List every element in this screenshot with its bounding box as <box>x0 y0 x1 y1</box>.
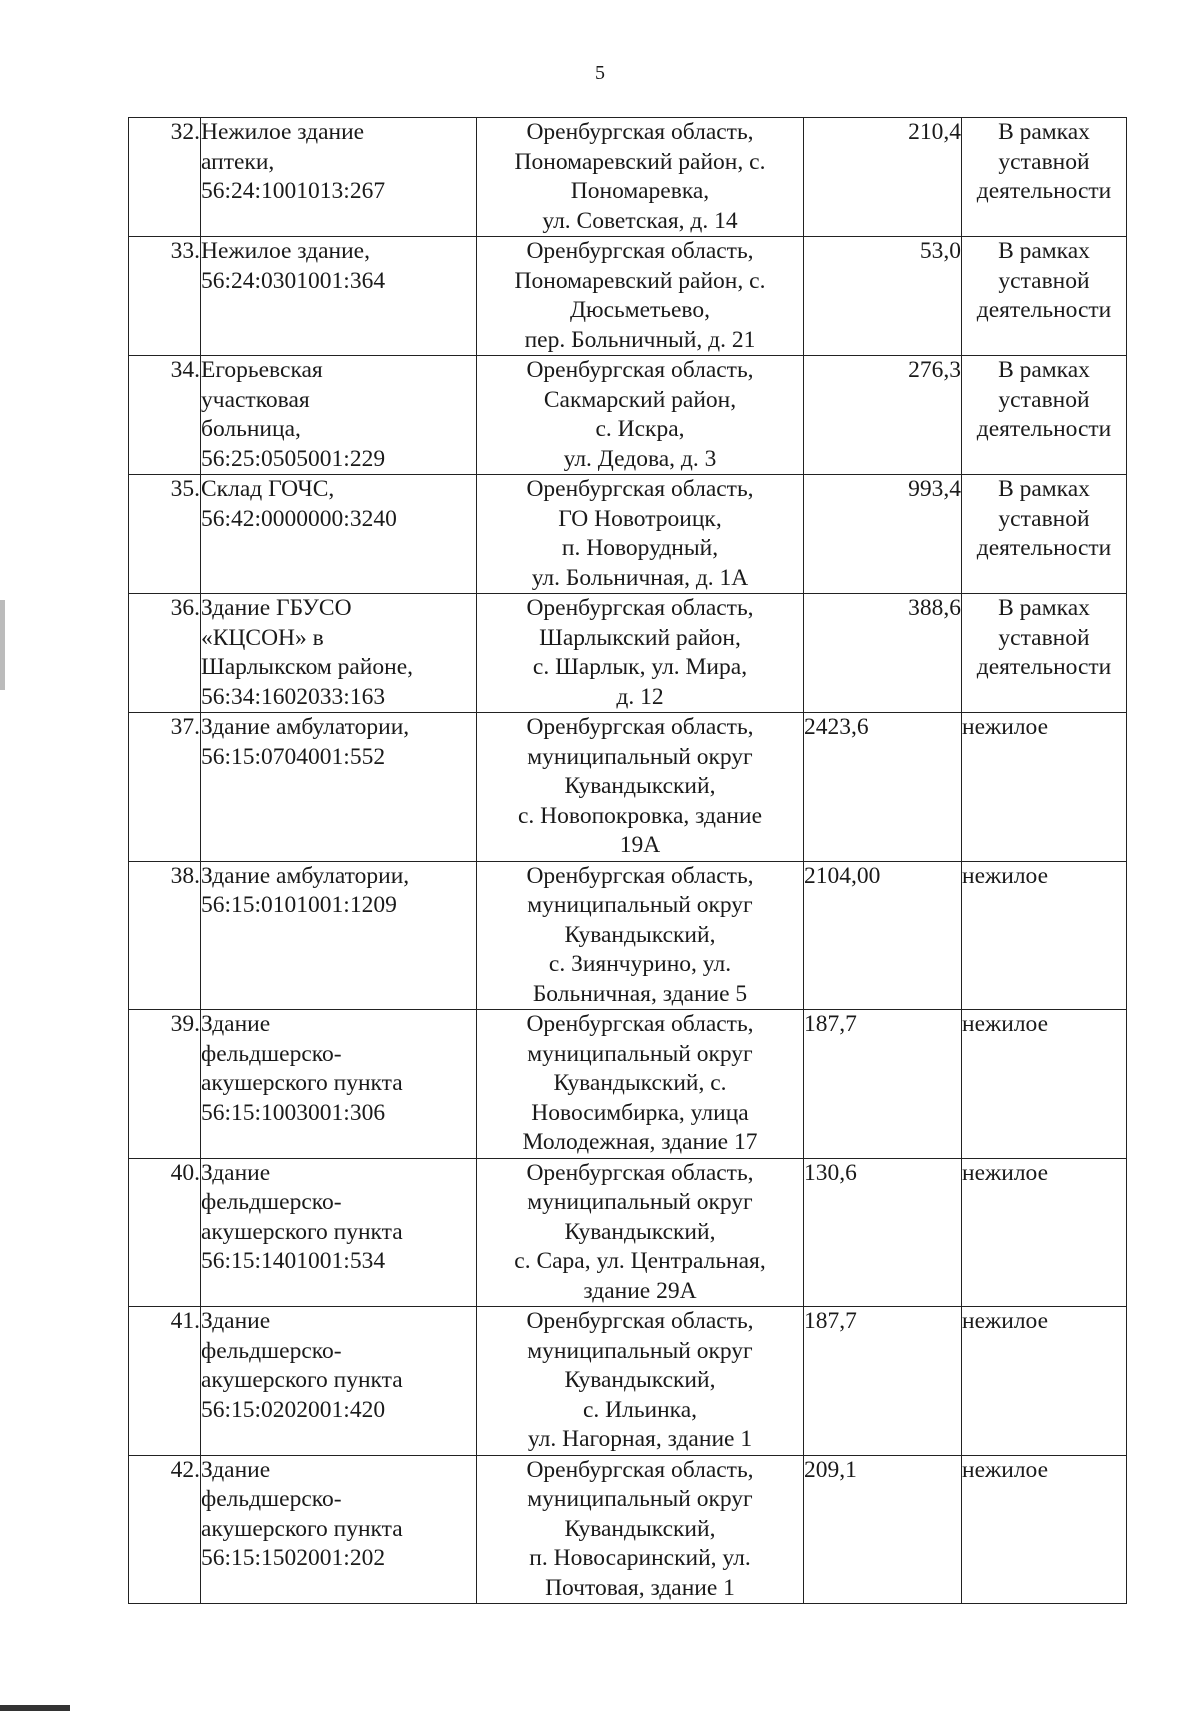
object-name <box>201 1010 477 1159</box>
object-address-line: муниципальный округ <box>527 1189 753 1215</box>
object-address-line: Шарлыкский район, <box>539 624 741 651</box>
object-name-line: Здание <box>201 1159 271 1186</box>
object-address-line: с. Шарлык, ул. Мира, <box>532 654 748 680</box>
object-name <box>201 237 477 356</box>
object-address-line: муниципальный округ <box>527 1040 753 1067</box>
object-note <box>962 713 1127 862</box>
object-address-line: Оренбургская область, <box>526 1308 754 1334</box>
page-number: 5 <box>595 62 605 84</box>
object-address-line: с. Зиянчурино, ул. <box>548 951 732 977</box>
object-note <box>962 1158 1127 1307</box>
object-note-line: В рамках <box>998 238 1090 264</box>
object-address <box>477 713 804 862</box>
object-note <box>962 118 1127 237</box>
object-name <box>201 1455 477 1604</box>
object-address <box>477 1455 804 1604</box>
object-name-line: акушерского пункта <box>201 1218 403 1245</box>
row-number: 36. <box>129 594 201 713</box>
object-name-line: участковая <box>201 386 310 413</box>
row-number: 39. <box>129 1010 201 1159</box>
scan-corner-mark <box>0 1705 70 1711</box>
object-address-line: ГО Новотроицк, <box>558 505 722 532</box>
row-number: 34. <box>129 356 201 475</box>
object-name-line: 56:42:0000000:3240 <box>201 505 397 532</box>
object-note <box>962 475 1127 594</box>
object-note <box>962 1010 1127 1159</box>
row-number: 32. <box>129 118 201 237</box>
object-address-line: Оренбургская область, <box>526 238 754 264</box>
object-address <box>477 237 804 356</box>
object-name-line: Здание <box>201 1456 271 1483</box>
object-address-line: Оренбургская область, <box>526 476 754 502</box>
object-area: 2104,00 <box>804 861 962 1010</box>
object-address-line: с. Искра, <box>595 416 685 442</box>
object-note-line: нежилое <box>962 714 1049 740</box>
object-address-line: Оренбургская область, <box>526 595 754 621</box>
object-address-line: Кувандыкский, <box>564 773 716 799</box>
object-name <box>201 861 477 1010</box>
object-name-line: фельдшерско- <box>201 1040 342 1067</box>
object-name <box>201 1307 477 1456</box>
object-name-line: Здание ГБУСО <box>201 595 352 621</box>
object-address <box>477 594 804 713</box>
object-address-line: Почтовая, здание 1 <box>545 1574 735 1601</box>
object-address <box>477 1307 804 1456</box>
object-address-line: здание 29А <box>583 1277 697 1304</box>
table-row <box>129 594 1127 713</box>
object-name-line: Нежилое здание, <box>201 238 370 264</box>
object-name-line: фельдшерско- <box>201 1189 342 1215</box>
object-area: 53,0 <box>804 237 962 356</box>
object-note <box>962 237 1127 356</box>
table-row <box>129 1307 1127 1456</box>
object-name-line: фельдшерско- <box>201 1337 342 1364</box>
object-note-line: уставной <box>998 148 1090 175</box>
object-name-line: Егорьевская <box>201 357 323 383</box>
object-note <box>962 861 1127 1010</box>
table-row <box>129 1010 1127 1159</box>
object-address-line: Пономаревский район, с. <box>514 148 766 175</box>
object-address-line: Оренбургская область, <box>526 714 754 740</box>
object-name-line: 56:15:0704001:552 <box>201 743 386 770</box>
object-address-line: Кувандыкский, <box>564 1367 716 1393</box>
object-name-line: больница, <box>201 416 301 442</box>
object-area: 209,1 <box>804 1455 962 1604</box>
object-address-line: Кувандыкский, <box>564 921 716 948</box>
object-address-line: Молодежная, здание 17 <box>522 1129 758 1155</box>
object-name-line: 56:15:1003001:306 <box>201 1099 386 1126</box>
object-name <box>201 475 477 594</box>
object-address-line: Оренбургская область, <box>526 119 754 145</box>
object-name-line: Здание амбулатории, <box>201 714 410 740</box>
object-note <box>962 594 1127 713</box>
row-number: 42. <box>129 1455 201 1604</box>
object-area: 2423,6 <box>804 713 962 862</box>
object-name-line: 56:24:0301001:364 <box>201 267 386 294</box>
object-note <box>962 1307 1127 1456</box>
object-area: 276,3 <box>804 356 962 475</box>
object-name-line: «КЦСОН» в <box>201 624 324 651</box>
object-address-line: с. Сара, ул. Центральная, <box>514 1248 766 1274</box>
object-address-line: ул. Нагорная, здание 1 <box>527 1426 753 1452</box>
object-note-line: нежилое <box>962 1011 1049 1037</box>
object-note-line: В рамках <box>998 476 1090 502</box>
object-address-line: Кувандыкский, с. <box>553 1070 727 1096</box>
object-note-line: нежилое <box>962 862 1049 889</box>
object-address-line: ул. Дедова, д. 3 <box>563 445 717 472</box>
object-address-line: с. Новопокровка, здание <box>518 802 762 829</box>
object-address-line: ул. Больничная, д. 1А <box>531 564 749 591</box>
object-address-line: Новосимбирка, улица <box>531 1099 749 1126</box>
object-address-line: Оренбургская область, <box>526 357 754 383</box>
object-name-line: аптеки, <box>201 148 275 175</box>
object-address-line: муниципальный округ <box>527 892 753 918</box>
object-name-line: фельдшерско- <box>201 1486 342 1512</box>
object-address-line: Сакмарский район, <box>543 386 737 413</box>
object-address-line: Кувандыкский, <box>564 1218 716 1245</box>
object-address <box>477 1010 804 1159</box>
object-address <box>477 475 804 594</box>
table-row <box>129 1158 1127 1307</box>
object-name-line: Здание <box>201 1308 271 1334</box>
object-note-line: уставной <box>998 505 1090 532</box>
object-address-line: д. 12 <box>616 683 664 710</box>
object-area: 187,7 <box>804 1307 962 1456</box>
table-row <box>129 118 1127 237</box>
object-address <box>477 861 804 1010</box>
object-area: 187,7 <box>804 1010 962 1159</box>
object-name-line: акушерского пункта <box>201 1515 403 1542</box>
object-area: 388,6 <box>804 594 962 713</box>
row-number: 37. <box>129 713 201 862</box>
object-name-line: Шарлыкском районе, <box>201 654 414 680</box>
object-address-line: п. Новорудный, <box>561 535 719 561</box>
object-address-line: муниципальный округ <box>527 1486 753 1512</box>
object-name-line: 56:24:1001013:267 <box>201 178 386 204</box>
object-address-line: муниципальный округ <box>527 743 753 770</box>
object-address <box>477 1158 804 1307</box>
object-note-line: уставной <box>998 386 1090 413</box>
object-address-line: п. Новосаринский, ул. <box>529 1545 751 1571</box>
object-address <box>477 356 804 475</box>
object-note-line: деятельности <box>976 297 1112 323</box>
object-name-line: 56:25:0505001:229 <box>201 445 386 472</box>
table-row <box>129 237 1127 356</box>
table-row <box>129 356 1127 475</box>
scan-margin-mark <box>0 600 5 690</box>
object-address-line: Оренбургская область, <box>526 1159 754 1186</box>
object-address-line: Оренбургская область, <box>526 862 754 889</box>
row-number: 40. <box>129 1158 201 1307</box>
object-area: 130,6 <box>804 1158 962 1307</box>
object-address-line: Пономаревский район, с. <box>514 267 766 294</box>
row-number: 33. <box>129 237 201 356</box>
object-address <box>477 118 804 237</box>
object-note <box>962 1455 1127 1604</box>
object-address-line: Оренбургская область, <box>526 1456 754 1483</box>
object-note-line: уставной <box>998 624 1090 651</box>
object-note-line: уставной <box>998 267 1090 294</box>
object-name <box>201 356 477 475</box>
object-name-line: Склад ГОЧС, <box>201 476 335 502</box>
object-name <box>201 1158 477 1307</box>
object-note-line: В рамках <box>998 119 1090 145</box>
object-address-line: ул. Советская, д. 14 <box>542 207 738 234</box>
object-name-line: 56:15:1502001:202 <box>201 1545 386 1571</box>
object-note-line: нежилое <box>962 1159 1049 1186</box>
object-name <box>201 118 477 237</box>
object-address-line: Больничная, здание 5 <box>532 980 748 1007</box>
object-address-line: Кувандыкский, <box>564 1515 716 1542</box>
property-table-body <box>129 118 1127 1604</box>
object-name-line: 56:15:0202001:420 <box>201 1396 386 1423</box>
object-name-line: Здание амбулатории, <box>201 862 410 889</box>
object-note-line: нежилое <box>962 1456 1049 1483</box>
object-note-line: деятельности <box>976 416 1112 442</box>
object-address-line: 19А <box>619 832 661 858</box>
property-table <box>128 117 1127 1604</box>
row-number: 38. <box>129 861 201 1010</box>
object-address-line: с. Ильинка, <box>582 1396 698 1423</box>
object-address-line: Пономаревка, <box>570 178 710 204</box>
object-address-line: муниципальный округ <box>527 1337 753 1364</box>
object-area: 210,4 <box>804 118 962 237</box>
object-note-line: деятельности <box>976 654 1112 680</box>
object-note <box>962 356 1127 475</box>
object-name-line: 56:15:1401001:534 <box>201 1248 386 1274</box>
object-name-line: Здание <box>201 1011 271 1037</box>
table-row <box>129 1455 1127 1604</box>
object-area: 993,4 <box>804 475 962 594</box>
object-name-line: Нежилое здание <box>201 119 365 145</box>
object-address-line: Оренбургская область, <box>526 1011 754 1037</box>
object-name <box>201 594 477 713</box>
object-note-line: нежилое <box>962 1308 1049 1334</box>
object-note-line: В рамках <box>998 595 1090 621</box>
object-name <box>201 713 477 862</box>
table-row <box>129 713 1127 862</box>
object-name-line: 56:34:1602033:163 <box>201 683 386 710</box>
object-name-line: акушерского пункта <box>201 1367 403 1393</box>
object-note-line: В рамках <box>998 357 1090 383</box>
object-note-line: деятельности <box>976 178 1112 204</box>
table-row <box>129 861 1127 1010</box>
table-row <box>129 475 1127 594</box>
row-number: 41. <box>129 1307 201 1456</box>
row-number: 35. <box>129 475 201 594</box>
object-name-line: 56:15:0101001:1209 <box>201 892 397 918</box>
object-note-line: деятельности <box>976 535 1112 561</box>
object-name-line: акушерского пункта <box>201 1070 403 1096</box>
object-address-line: пер. Больничный, д. 21 <box>524 326 756 353</box>
object-address-line: Дюсьметьево, <box>569 297 710 323</box>
